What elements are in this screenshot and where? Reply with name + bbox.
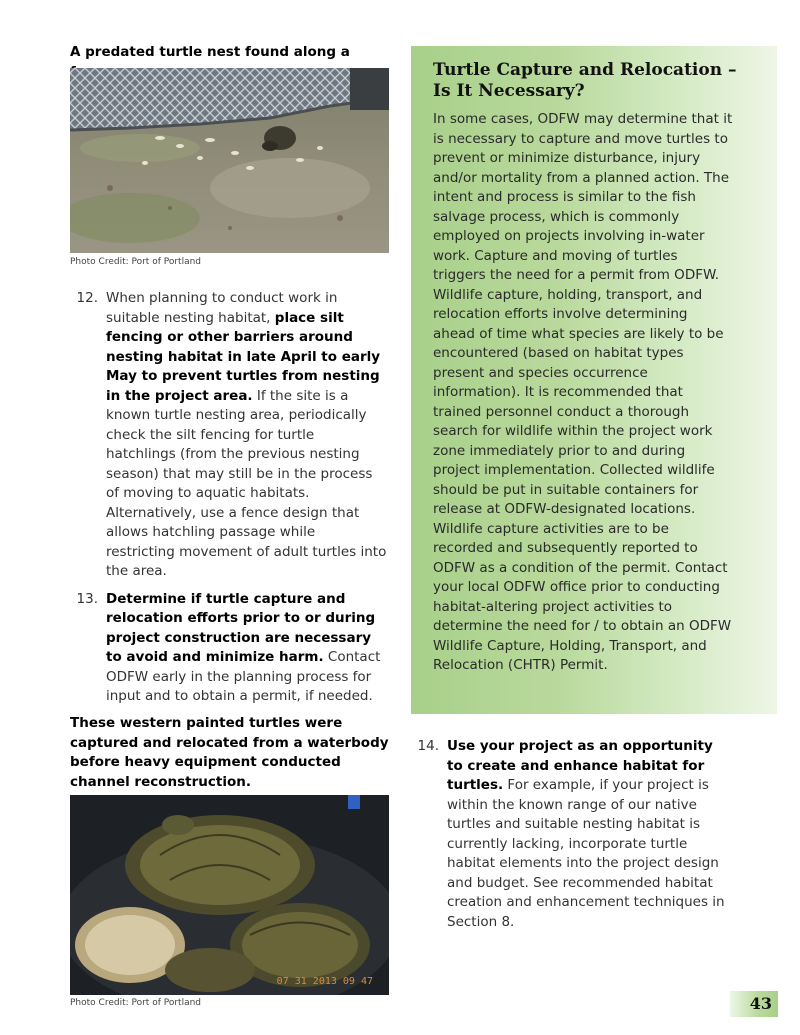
- list-number: 14.: [417, 738, 439, 754]
- list-item-14: [411, 737, 729, 932]
- painted-turtles-photo: [70, 795, 389, 995]
- right-list: [411, 737, 729, 940]
- list-item-emphasis: place silt fencing or other barriers around nesting habitat in late April to early May to prevent turtles from nesting in the project area.: [106, 309, 381, 404]
- list-item-text: Contact ODFW early in the planning process for input and to obtain a permit, if needed.: [106, 649, 381, 704]
- sidebar-box: [411, 46, 777, 714]
- painted-turtles-image: [70, 795, 389, 995]
- list-item-13: [70, 590, 388, 707]
- list-number: 13.: [76, 590, 98, 607]
- photo2-caption: These western painted turtles were captured and relocated from a waterbody before heavy equipment conducted channel reconstruction.: [70, 715, 389, 790]
- sidebar-title: Turtle Capture and Relocation – Is It Necessary?: [433, 60, 737, 101]
- list-item-text: For example, if your project is within the known range of our native turtles and suitable nesting habitat is currently lacking, incorporate turtle habitat elements into the project design and budget. See recommended habitat creation and enhancement techniques in Section 8.: [447, 777, 725, 930]
- page-number: 43: [730, 991, 778, 1017]
- turtle-nest-photo: [70, 68, 389, 253]
- list-item-12: [70, 289, 388, 582]
- sidebar-body: In some cases, ODFW may determine that it is necessary to capture and move turtles to prevent or minimize disturbance, injury and/or mortality from a planned action. The intent and process is similar to the fish salvage process, which is commonly employed on projects involving in-water work. Capture and moving of turtles triggers the need for a permit from ODFW. Wildlife capture, holding, transport, and relocation efforts involve determining ahead of time what species are likely to be encountered (based on habitat types present and species occurrence information). It is recommended that trained personnel conduct a thorough search for wildlife within the project work zone immediately prior to and during project implementation. Collected wildlife should be put in suitable containers for release at ODFW-designated locations. Wildlife capture activities are to be recorded and subsequently reported to ODFW as a condition of the permit. Contact your local ODFW office prior to conducting habitat-altering project activities to determine the need for / to obtain an ODFW Wildlife Capture, Holding, Transport, and Relocation (CHTR) Permit.: [433, 111, 733, 673]
- list-item-text: If the site is a known turtle nesting area, periodically check the silt fencing for turtle hatchlings (from the previous nesting season) that may still be in the process of moving to aquatic habitats. Alternatively, use a fence design that allows hatchling passage while restricting movement of adult turtles into the area.: [106, 387, 387, 579]
- list-item-emphasis: Determine if turtle capture and relocation efforts prior to or during project construction are necessary to avoid and minimize harm.: [106, 590, 376, 665]
- photo1-caption: A predated turtle nest found along a: [70, 44, 350, 60]
- photo2-credit: Photo Credit: Port of Portland: [70, 998, 202, 1008]
- turtle-nest-image: [70, 68, 389, 253]
- photo-timestamp: 07 31 2013 09 47: [276, 976, 373, 987]
- photo1-credit: Photo Credit: Port of Portland: [70, 257, 202, 267]
- left-list: [70, 289, 388, 715]
- list-number: 12.: [76, 290, 98, 306]
- list-item-emphasis: Use your project as an opportunity to create and enhance habitat for turtles.: [447, 738, 713, 793]
- list-item-lead: When planning to conduct work in suitable nesting habitat,: [106, 290, 338, 326]
